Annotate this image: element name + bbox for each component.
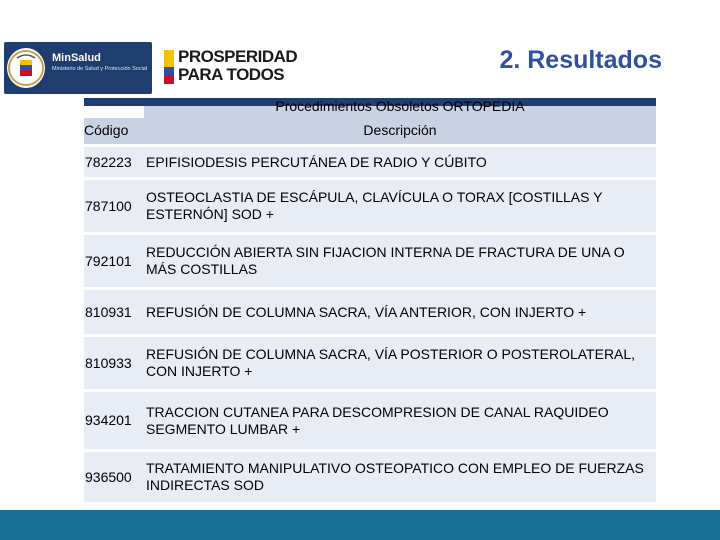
minsalud-name: MinSalud bbox=[52, 52, 101, 64]
prosperidad-logo bbox=[164, 44, 304, 88]
colombia-seal-icon bbox=[7, 48, 45, 88]
row-description: TRACCION CUTANEA PARA DESCOMPRESION DE CANAL RAQUIDEO SEGMENTO LUMBAR + bbox=[146, 403, 609, 437]
column-header-code: Código bbox=[84, 118, 144, 144]
row-description: TRATAMIENTO MANIPULATIVO OSTEOPATICO CON EMPLEO DE FUERZAS INDIRECTAS SOD bbox=[146, 460, 644, 493]
row-description: EPIFISIODESIS PERCUTÁNEA DE RADIO Y CÚBITO bbox=[146, 153, 487, 170]
slide-title: 2. Resultados bbox=[499, 46, 662, 74]
row-code: 810931 bbox=[85, 303, 132, 320]
row-code: 810933 bbox=[85, 354, 132, 371]
table-row bbox=[84, 147, 656, 177]
minsalud-subtitle: Ministerio de Salud y Protección Social bbox=[52, 66, 148, 72]
row-description: OSTEOCLASTIA DE ESCÁPULA, CLAVÍCULA O TORAX [COSTILLAS Y ESTERNÓN] SOD + bbox=[146, 189, 603, 222]
row-code: 934201 bbox=[85, 412, 132, 428]
table-row bbox=[84, 392, 656, 449]
prosperidad-line2: PARA TODOS bbox=[178, 65, 285, 84]
footer-bar bbox=[0, 510, 720, 540]
row-description: REFUSIÓN DE COLUMNA SACRA, VÍA ANTERIOR, CON INJERTO + bbox=[146, 303, 587, 320]
column-header-description: Descripción bbox=[144, 118, 656, 144]
table-row bbox=[84, 290, 656, 334]
row-code: 936500 bbox=[85, 468, 132, 485]
colombia-flag-icon bbox=[164, 50, 174, 84]
row-description: REFUSIÓN DE COLUMNA SACRA, VÍA POSTERIOR O POSTEROLATERAL, CON INJERTO + bbox=[146, 346, 636, 379]
table-header-row bbox=[84, 118, 656, 144]
row-description: REDUCCIÓN ABIERTA SIN FIJACION INTERNA DE FRACTURA DE UNA O MÁS COSTILLAS bbox=[146, 244, 625, 277]
table-row bbox=[84, 337, 656, 389]
table-row bbox=[84, 180, 656, 232]
table-caption-row bbox=[84, 98, 656, 118]
row-code: 787100 bbox=[85, 197, 132, 214]
row-code: 792101 bbox=[85, 252, 132, 269]
table-row bbox=[84, 235, 656, 287]
procedures-table bbox=[84, 98, 656, 502]
table-caption bbox=[144, 98, 656, 118]
minsalud-logo bbox=[4, 42, 152, 94]
caption-spacer bbox=[84, 98, 144, 106]
row-code: 782223 bbox=[85, 153, 132, 170]
prosperidad-line1: PROSPERIDAD bbox=[178, 47, 298, 66]
table-caption-text: Procedimientos Obsoletos ORTOPEDIA bbox=[275, 98, 525, 114]
table-row bbox=[84, 452, 656, 502]
